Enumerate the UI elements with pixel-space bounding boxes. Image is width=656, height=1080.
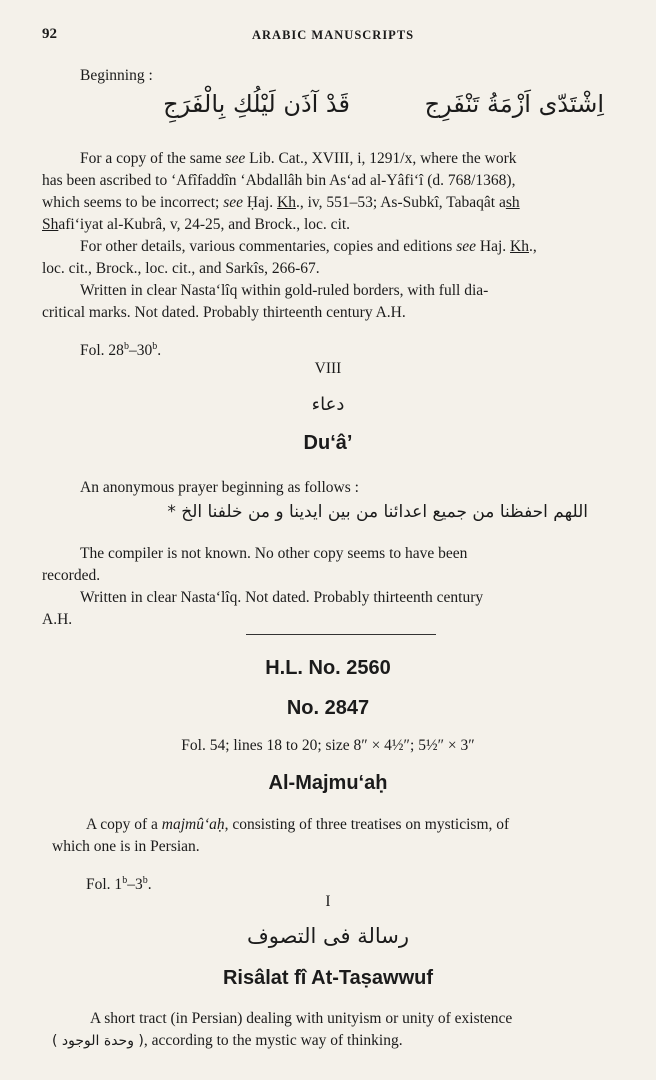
beginning-arabic-right: اِشْتَدّى اَزْمَةُ تَنْفَرِج [424,90,604,118]
para2-line2: loc. cit., Brock., loc. cit., and Sarkîs, 266-67. [42,260,320,277]
see-italic: see [225,150,246,167]
text: , consisting of three treatises on mysticism, of [224,816,510,833]
viii-para1-line1: The compiler is not known. No other copy seems to have been [80,545,468,562]
para1-line3 [42,192,520,214]
unity-of-existence-arabic: ( وحدة الوجود ) [52,1033,144,1049]
section-i-arabic-title: رسالة فى التصوف [246,924,410,948]
text: . [147,876,152,893]
page-number: 92 [42,26,57,42]
section-numeral-viii: VIII [314,360,342,377]
manuscript-desc-line2: which one is in Persian. [52,838,200,855]
running-title: ARABIC MANUSCRIPTS [252,28,415,42]
para1-line1 [80,148,517,170]
para1-line2: has been ascribed to ‘Afîfaddîn ‘Abdallâh bin As‘ad al-Yâfi‘î (d. 768/1368), [42,172,516,189]
prayer-arabic: اللهم احفظنا من جميع اعدائنا من بين ايدينا و من خلفنا الخ * [167,502,588,522]
section-arabic-title: دعاء [311,394,345,415]
kh-underlined: Kh [277,194,296,211]
viii-para2-line2: A.H. [42,611,73,628]
section-numeral-i: I [325,893,331,910]
text: Fol. 28 [80,342,124,359]
text: . [157,342,162,359]
beginning-label: Beginning : [80,67,153,84]
para2-line1 [80,236,537,258]
hl-number: H.L. No. 2560 [265,657,391,679]
kh-underlined: Kh [510,238,529,255]
text: A copy of a [86,816,162,833]
sh-underlined: Sh [42,216,59,233]
viii-para1-line2: recorded. [42,567,101,584]
text: , according to the mystic way of thinking. [143,1032,403,1049]
text: Lib. Cat., XVIII, i, 1291/x, where the work [245,150,517,167]
sh-underlined: sh [505,194,520,211]
text: Haj. [476,238,511,255]
see-italic: see [456,238,477,255]
term-italic: majmû‘aḥ [161,816,225,833]
sup: b [152,340,158,352]
text: ., iv, 551–53; As-Subkî, Tabaqât a [295,194,506,211]
section-i-title: Risâlat fî At-Taṣawwuf [222,967,434,989]
sup: b [123,340,129,352]
text: For other details, various commentaries, copies and editions [80,238,457,255]
manuscript-title: Al-Majmu‘aḥ [268,772,388,794]
text: Fol. 1 [86,876,123,893]
sup: b [142,874,148,886]
text: Ḥaj. [243,194,278,211]
section-i-para-line2 [52,1030,403,1052]
section-divider [246,634,436,635]
para1-line4 [42,214,350,236]
see-italic: see [223,194,243,211]
catalogue-number: No. 2847 [286,697,370,719]
text: –30 [128,342,153,359]
viii-para2-line1: Written in clear Nasta‘lîq. Not dated. Probably thirteenth century [80,589,484,606]
text: which seems to be incorrect; [42,194,224,211]
manuscript-details: Fol. 54; lines 18 to 20; size 8″ × 4½″; 5½″ × 3″ [181,737,475,754]
para3-line2: critical marks. Not dated. Probably thirteenth century A.H. [42,304,406,321]
prayer-intro: An anonymous prayer beginning as follows : [80,479,359,496]
text: For a copy of the same [80,150,226,167]
text: afi‘iyat al-Kubrâ, v, 24-25, and Brock., loc. cit. [58,216,351,233]
sup: b [122,874,128,886]
text: ., [528,238,537,255]
section-title: Du‘â’ [303,432,353,454]
section-i-para-line1: A short tract (in Persian) dealing with unityism or unity of existence [90,1010,513,1027]
para3-line1: Written in clear Nasta‘lîq within gold-ruled borders, with full dia- [80,282,489,299]
beginning-arabic-left: قَدْ آذَن لَيْلُكِ بِالْفَرَجِ [163,90,350,118]
text: –3 [127,876,143,893]
manuscript-desc-line1 [86,814,509,836]
